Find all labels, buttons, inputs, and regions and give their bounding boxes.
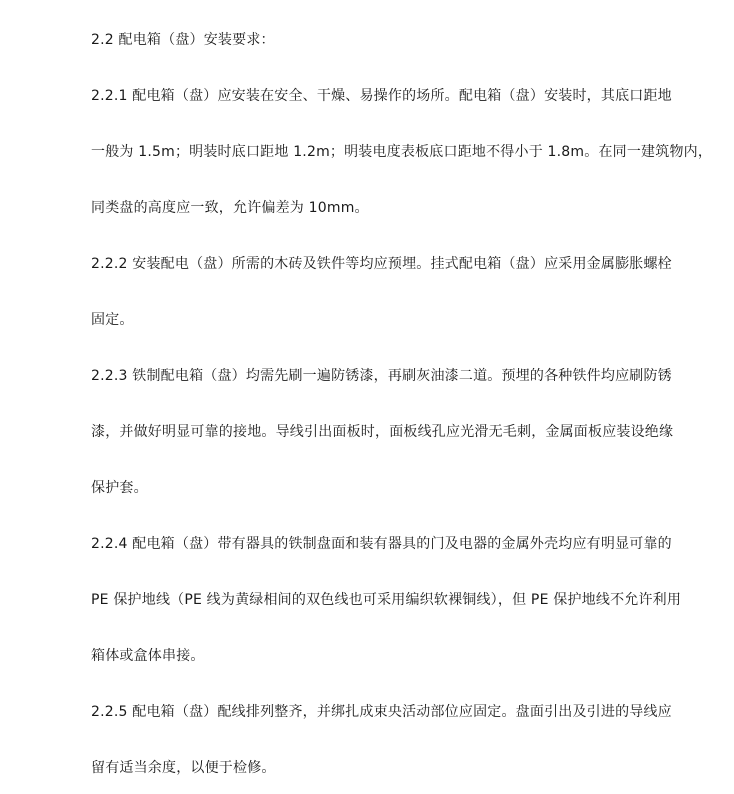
paragraph-line: 箱体或盒体串接。 — [91, 648, 205, 664]
section-heading: 2.2 配电箱（盘）安装要求： — [91, 32, 275, 48]
paragraph-line: 2.2.4 配电箱（盘）带有器具的铁制盘面和装有器具的门及电器的金属外壳均应有明显可靠的 — [91, 536, 672, 552]
paragraph-line: 2.2.3 铁制配电箱（盘）均需先刷一遍防锈漆，再刷灰油漆二道。预埋的各种铁件均应刷防锈 — [91, 368, 672, 384]
paragraph-line: 保护套。 — [91, 480, 148, 496]
paragraph-line: 留有适当余度，以便于检修。 — [91, 760, 276, 776]
paragraph-line: 2.2.1 配电箱（盘）应安装在安全、干燥、易操作的场所。配电箱（盘）安装时，其底口距地 — [91, 88, 672, 104]
paragraph-line: 漆，并做好明显可靠的接地。导线引出面板时，面板线孔应光滑无毛刺，金属面板应装设绝缘 — [91, 424, 674, 440]
paragraph-line: 同类盘的高度应一致，允许偏差为 10mm。 — [91, 200, 369, 216]
paragraph-line: 2.2.2 安装配电（盘）所需的木砖及铁件等均应预埋。挂式配电箱（盘）应采用金属膨胀螺栓 — [91, 256, 672, 272]
paragraph-line: 一般为 1.5m；明装时底口距地 1.2m；明装电度表板底口距地不得小于 1.8m。在同一建筑物内， — [91, 144, 713, 160]
paragraph-line: PE 保护地线（PE 线为黄绿相间的双色线也可采用编织软裸铜线），但 PE 保护地线不允许利用 — [91, 592, 682, 608]
paragraph-line: 固定。 — [91, 312, 134, 328]
paragraph-line: 2.2.5 配电箱（盘）配线排列整齐，并绑扎成束央活动部位应固定。盘面引出及引进的导线应 — [91, 704, 672, 720]
